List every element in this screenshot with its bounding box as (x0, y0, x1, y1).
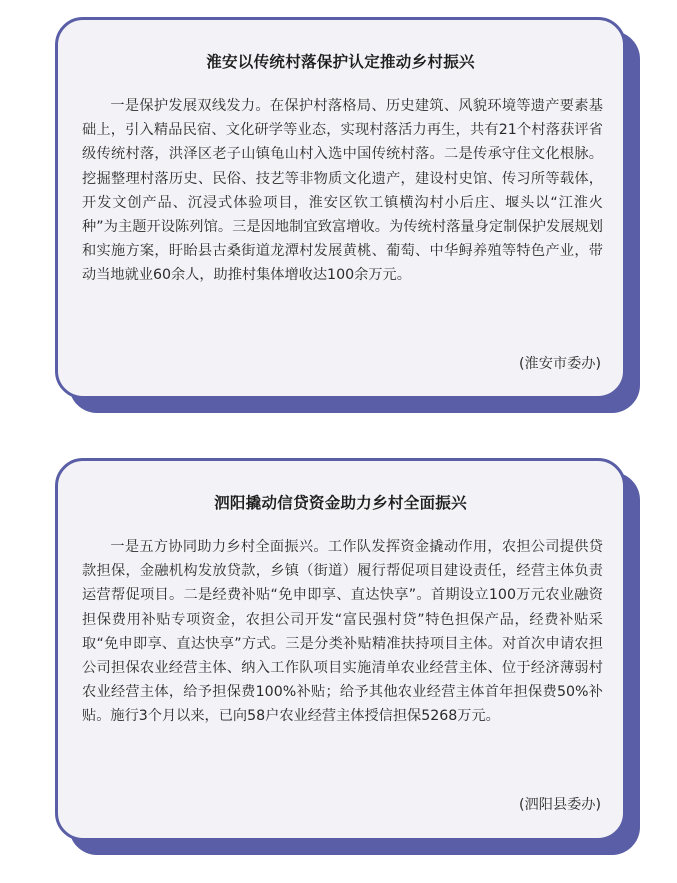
article-source: (淮安市委办) (518, 356, 601, 372)
article-card-1 (55, 17, 626, 399)
article-card-2 (55, 458, 626, 841)
article-title: 淮安以传统村落保护认定推动乡村振兴 (206, 53, 475, 71)
article-title: 泗阳撬动信贷资金助力乡村全面振兴 (214, 494, 467, 512)
article-body: 一是五方协同助力乡村全面振兴。工作队发挥资金撬动作用，农担公司提供贷款担保，金融机构发放贷款，乡镇（街道）履行帮促项目建设责任，经营主体负责运营帮促项目。二是经费补贴“免申即享、直达快享”。首期设立100万元农业融资担保费用补贴专项资金，农担公司开发“富民强村贷”特色担保产品，经费补贴采取“免申即享、直达快享”方式。三是分类补贴精准扶持项目主体。对首次申请农担公司担保农业经营主体、纳入工作队项目实施清单农业经营主体、位于经济薄弱村农业经营主体，给予担保费100%补贴；给予其他农业经营主体首年担保费50%补贴。施行3个月以来，已向58户农业经营主体授信担保5268万元。 (82, 539, 603, 725)
article-body: 一是保护发展双线发力。在保护村落格局、历史建筑、风貌环境等遗产要素基础上，引入精品民宿、文化研学等业态，实现村落活力再生，共有21个村落获评省级传统村落，洪泽区老子山镇龟山村入选中国传统村落。二是传承守住文化根脉。挖掘整理村落历史、民俗、技艺等非物质文化遗产，建设村史馆、传习所等载体，开发文创产品、沉浸式体验项目，淮安区钦工镇横沟村小后庄、堰头以“江淮火种”为主题开设陈列馆。三是因地制宜致富增收。为传统村落量身定制保护发展规划和实施方案，盱眙县古桑街道龙潭村发展黄桃、葡萄、中华鲟养殖等特色产业，带动当地就业60余人，助推村集体增收达100余万元。 (82, 98, 603, 284)
card-panel (55, 17, 626, 399)
card-panel (55, 458, 626, 841)
article-source: (泗阳县委办) (518, 797, 601, 813)
